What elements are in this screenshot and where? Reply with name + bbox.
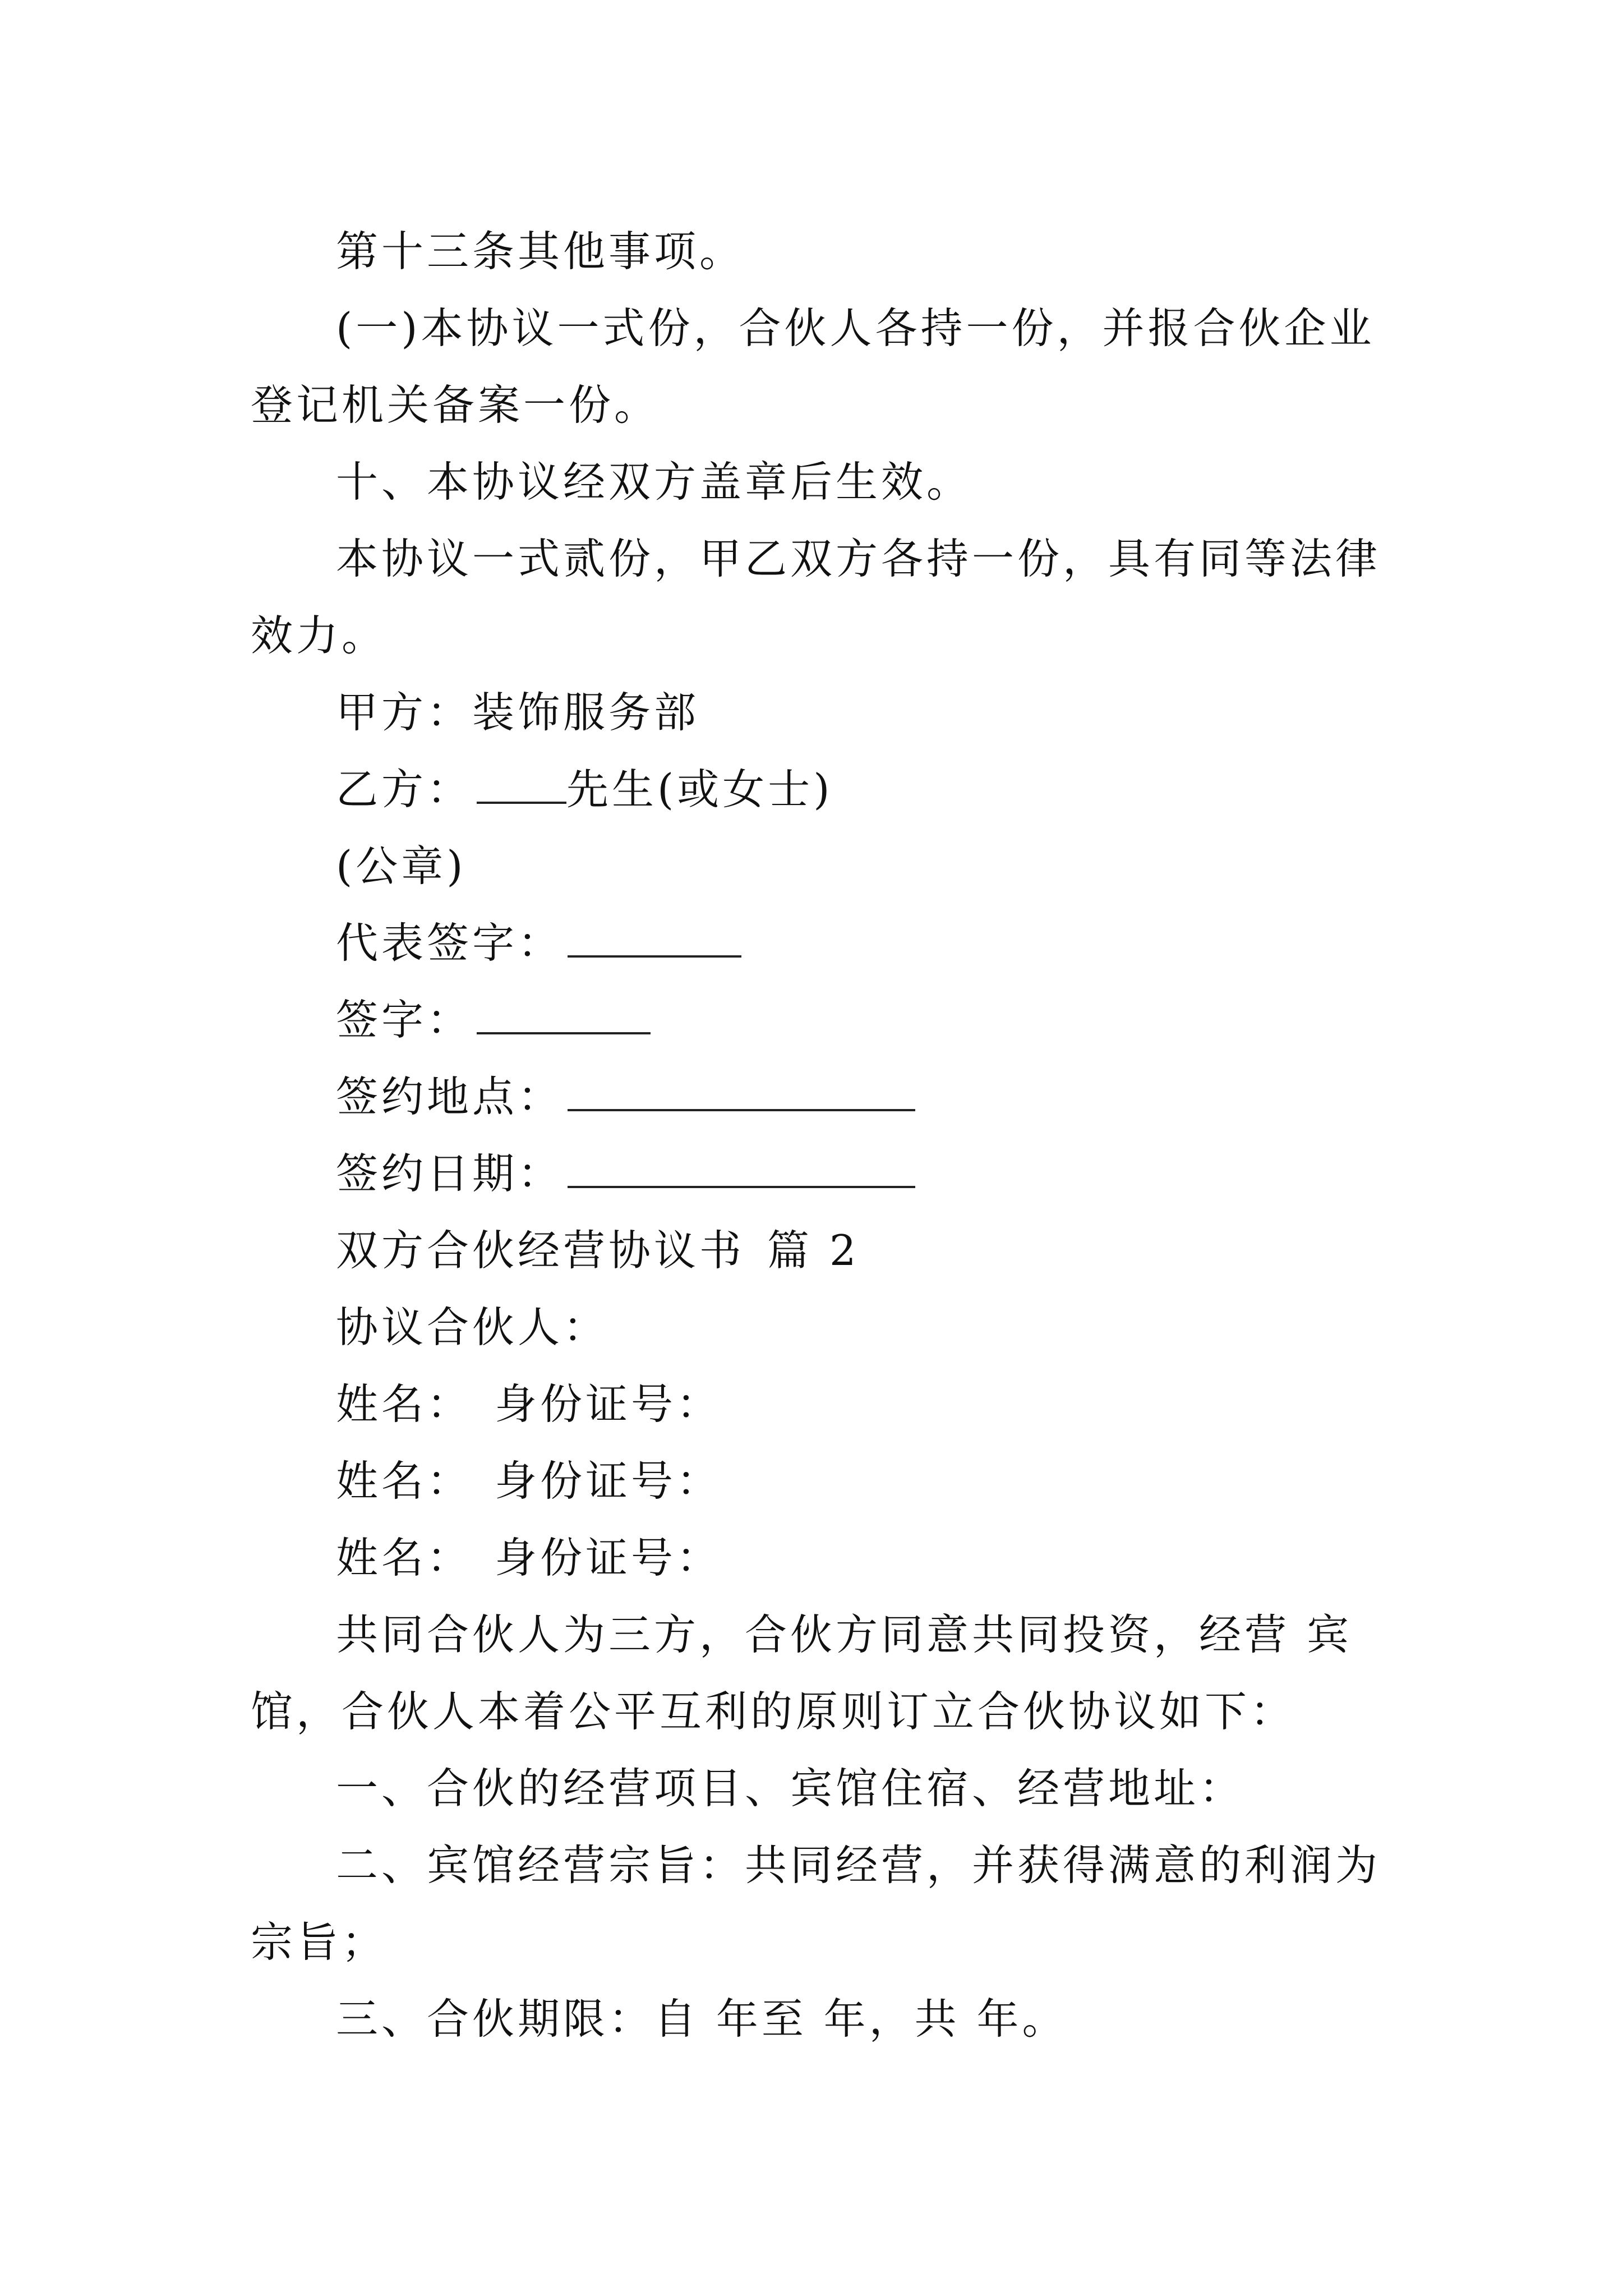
party-b-label: 乙方：	[336, 765, 473, 814]
partner-row-2	[251, 1443, 1395, 1520]
joint-partners-paragraph: 共同合伙人为三方，合伙方同意共同投资，经营 宾馆，合伙人本着公平互利的原则订立合伙协议如下：	[251, 1610, 1352, 1736]
name-label: 姓名：	[336, 1533, 473, 1582]
partner-row-1	[251, 1366, 1395, 1443]
signing-date-blank	[568, 1152, 915, 1188]
party-a-line: 甲方：装饰服务部	[336, 688, 700, 737]
rep-signature-blank	[568, 922, 741, 958]
party-b-blank	[477, 768, 566, 804]
clause-copies-paragraph: (一)本协议一式份，合伙人各持一份，并报合伙企业登记机关备案一份。	[251, 303, 1375, 430]
partner-row-3	[251, 1520, 1395, 1596]
rep-signature-label: 代表签字：	[336, 918, 564, 968]
clause-two-copies-paragraph: 本协议一式贰份，甲乙双方各持一份，具有同等法律效力。	[251, 534, 1381, 660]
signing-place-label: 签约地点：	[336, 1072, 564, 1121]
party-b-line	[251, 751, 1395, 828]
signature-label: 签字：	[336, 995, 473, 1045]
signature-line	[251, 982, 1395, 1059]
id-label: 身份证号：	[495, 1456, 722, 1506]
name-label: 姓名：	[336, 1456, 473, 1506]
clause-13-heading: 第十三条其他事项。	[336, 227, 745, 276]
signing-date-line	[251, 1135, 1395, 1212]
item-2: 二、宾馆经营宗旨：共同经营，并获得满意的利润为宗旨；	[251, 1841, 1381, 1967]
section-2-title	[251, 1212, 1395, 1289]
section-2-title-part: 篇 2	[767, 1226, 860, 1275]
signing-place-line	[251, 1059, 1395, 1135]
section-2-title-main: 双方合伙经营协议书	[336, 1226, 745, 1275]
party-b-suffix: 先生(或女士)	[566, 765, 833, 814]
signing-date-label: 签约日期：	[336, 1149, 564, 1198]
signing-place-blank	[568, 1075, 915, 1111]
rep-signature-line	[251, 905, 1395, 982]
document-body	[251, 213, 1395, 2058]
id-label: 身份证号：	[495, 1379, 722, 1429]
signature-blank	[477, 999, 651, 1034]
id-label: 身份证号：	[495, 1533, 722, 1582]
partners-label: 协议合伙人：	[336, 1303, 609, 1352]
item-1: 一、合伙的经营项目、宾馆住宿、经营地址：	[336, 1764, 1245, 1813]
clause-effective-paragraph: 十、本协议经双方盖章后生效。	[336, 457, 972, 507]
seal-line: (公章)	[336, 841, 467, 891]
name-label: 姓名：	[336, 1379, 473, 1429]
item-3: 三、合伙期限：自 年至 年，共 年。	[336, 1994, 1068, 2044]
